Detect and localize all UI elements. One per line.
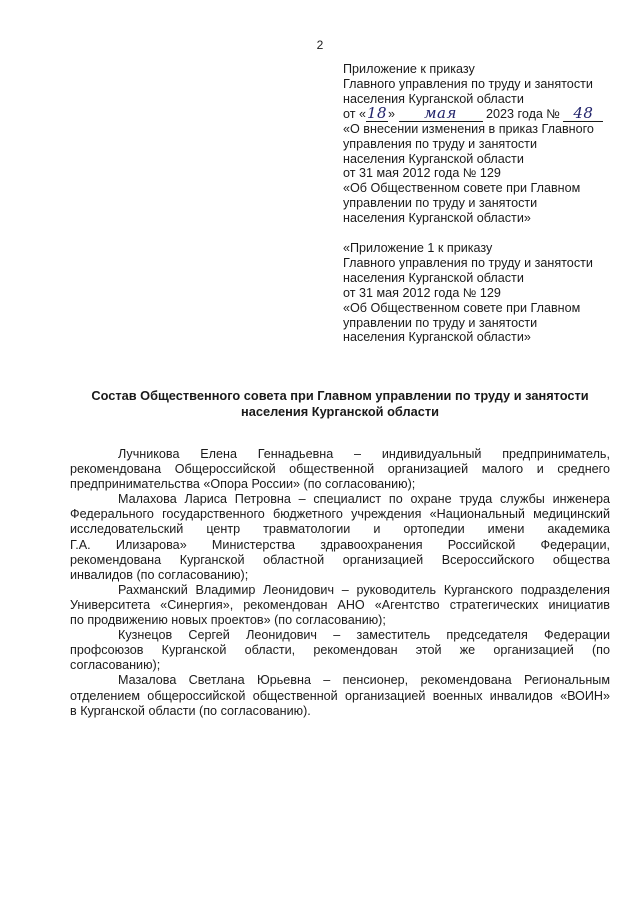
appendix-line: управлении по труду и занятости bbox=[343, 315, 538, 330]
appendix-line: населения Курганской области bbox=[343, 91, 524, 106]
appendix-line: Главного управления по труду и занятости bbox=[343, 76, 593, 91]
member-text-line: предпринимательства «Опора России» (по согласованию); bbox=[70, 477, 416, 492]
council-member-entry bbox=[70, 447, 610, 492]
member-text-line: Университета «Синергия», рекомендован АНО «Агентство стратегических инициатив bbox=[70, 597, 610, 612]
member-text-line: исследовательский центр травматологии и ортопедии имени академика bbox=[70, 522, 610, 537]
appendix-line: «О внесении изменения в приказ Главного bbox=[343, 121, 594, 136]
document-title bbox=[70, 388, 610, 419]
date-day-field bbox=[366, 103, 388, 122]
member-text-line: профсоюзов Курганской области, рекомендован этой же организацией (по bbox=[70, 643, 610, 658]
council-member-entry bbox=[70, 673, 610, 718]
member-text-line: отделением общероссийской общественной организацией военных инвалидов «ВОИН» bbox=[70, 688, 610, 703]
member-text-line: Рахманский Владимир Леонидович – руководитель Курганского подразделения bbox=[118, 582, 610, 597]
appendix-line: управления по труду и занятости bbox=[343, 136, 537, 151]
date-prefix: от « bbox=[343, 106, 366, 121]
order-number-handwritten: 48 bbox=[573, 103, 594, 122]
appendix-line: населения Курганской области bbox=[343, 270, 524, 285]
council-member-entry bbox=[70, 583, 610, 628]
date-mid: » bbox=[388, 106, 396, 121]
member-text-line: согласованию); bbox=[70, 658, 161, 673]
title-line: Состав Общественного совета при Главном управлении по труду и занятости bbox=[91, 388, 589, 403]
order-date-line bbox=[343, 103, 628, 122]
appendix-line: «Об Общественном совете при Главном bbox=[343, 181, 581, 196]
date-day-handwritten: 18 bbox=[366, 103, 388, 122]
member-text-line: по продвижению новых проектов» (по согласованию); bbox=[70, 613, 386, 628]
member-text-line: Кузнецов Сергей Леонидович – заместитель председателя Федерации bbox=[118, 628, 610, 643]
appendix-line: управлении по труду и занятости bbox=[343, 196, 538, 211]
appendix-line: «Приложение 1 к приказу bbox=[343, 241, 493, 255]
appendix-original-order bbox=[343, 241, 628, 345]
member-text-line: Федерального государственного бюджетного учреждения «Национальный медицинский bbox=[70, 507, 610, 522]
appendix-line: населения Курганской области» bbox=[343, 211, 531, 226]
member-text-line: Малахова Лариса Петровна – специалист по охране труда службы инженера bbox=[118, 492, 610, 507]
page-number: 2 bbox=[316, 38, 324, 52]
appendix-line: от 31 мая 2012 года № 129 bbox=[343, 166, 501, 181]
order-number-field bbox=[563, 103, 603, 122]
title-line: населения Курганской области bbox=[240, 403, 440, 419]
appendix-line: населения Курганской области bbox=[343, 151, 524, 166]
appendix-line: от 31 мая 2012 года № 129 bbox=[343, 285, 501, 300]
date-year: 2023 года № bbox=[486, 106, 560, 121]
member-text-line: Мазалова Светлана Юрьевна – пенсионер, рекомендована Региональным bbox=[118, 673, 610, 688]
appendix-line: Приложение к приказу bbox=[343, 62, 475, 76]
date-month-handwritten: мая bbox=[424, 103, 457, 122]
council-members-list bbox=[70, 447, 610, 719]
member-text-line: инвалидов (по согласованию); bbox=[70, 567, 249, 582]
appendix-line: Главного управления по труду и занятости bbox=[343, 255, 593, 270]
member-text-line: Г.А. Илизарова» Министерства здравоохранения Российской Федерации, bbox=[70, 537, 610, 552]
member-text-line: рекомендована Общероссийской общественной организацией малого и среднего bbox=[70, 462, 610, 477]
member-text-line: Лучникова Елена Геннадьевна – индивидуальный предприниматель, bbox=[118, 447, 610, 461]
council-member-entry bbox=[70, 628, 610, 673]
member-text-line: рекомендована Курганской областной организацией Всероссийского общества bbox=[70, 552, 610, 567]
appendix-current-order bbox=[343, 62, 628, 226]
council-member-entry bbox=[70, 492, 610, 583]
appendix-line: населения Курганской области» bbox=[343, 330, 531, 345]
member-text-line: в Курганской области (по согласованию). bbox=[70, 703, 311, 718]
appendix-line: «Об Общественном совете при Главном bbox=[343, 300, 581, 315]
date-month-field bbox=[399, 103, 483, 122]
